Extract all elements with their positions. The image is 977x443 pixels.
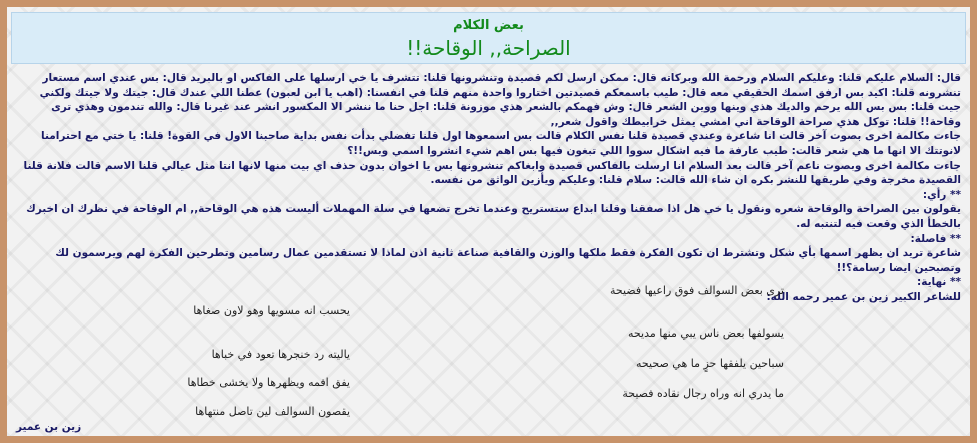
paragraph-dialogue-3: جاءت مكالمة اخرى وبصوت ناعم آخر قالت بعد السلام انا ارسلت بالفاكس قصيدة وابغاكم تنشرونها بس يا اخوان بدون حذف اي بيت منها لانها انتا مثل عيالي قلنا الاسم قالت فلانة قلنا القصيدة مخرجة وفي طريقها للنشر بكره ان شاء الله قالت: سلام قلنا: وعليكم ويأزين الواثق من نفسه.: [23, 159, 961, 187]
article-header: [11, 12, 966, 64]
opinion-heading: ** رأي:: [922, 188, 961, 201]
article-body: [17, 71, 961, 305]
article-title: الصراحة,, الوقاحة!!: [406, 36, 571, 60]
poem-intro: للشاعر الكبير زين بن عمير رحمه الله:: [766, 290, 961, 303]
opinion-text: يقولون بين الصراحة والوقاحة شعره ونقول يا خي هل اذا صفقنا وقلنا ابداع ستستريح وعندما تخرج تضعها في سلة المهملات أليست هذه هي الوقاحة,, ام الوقاحة في نظرك ان اخبرك بالخطأ الذي وقعت فيه لتنتبه له.: [26, 203, 961, 230]
paragraph-dialogue-2: جاءت مكالمة اخرى بصوت آخر قالت انا شاعرة وعندي قصيدة قلنا نفس الكلام قالت بس اسمعوها اول قلنا تفضلي بدأت نفس بداية صاحبنا الاول في القوة! قلنا: يا ختي مع احترامنا لانوتتك الا انها ما هي شعر قالت: طيب عارفة ما فيه اشكال سووا اللي تبغون فيها بس اهم شيء انشروا اسمي وبس!!؟: [41, 130, 961, 157]
poem-line-right-4: ما يدري انه وراه رجال نقاده فصيحة: [622, 387, 784, 400]
paragraph-dialogue-1: قال: السلام عليكم قلنا: وعليكم السلام ورحمة الله وبركاته قال: ممكن ارسل لكم قصيدة وتنشرونها قلنا: تتشرف يا خي ارسلها على الفاكس او بالبريد قال: بس عندي اسم مستعار تنشرونه قلنا: اكيد بس ارفق اسمك الحقيقي معه قال: طيب باسمعكم قصيدتين اختاروا واحدة منهم قلنا في انفسنا: (اهب يا ابن لعبون) عطنا اللي عندك قال: جيتك ولا جيتك ولكني جيت قلنا: بس بس الله يرحم والديك هذي وينها ووين الشعر قال: وش فهمكم بالشعر هذي موزونة قلنا: اجل حنا ما ننشر الا المكسور انشر عند غيرنا قال: والله تندمون وهذي ترى وقاحة!! قلنا: توكل هذي صراحة الوقاحة اني امشي يمثل خرابيطك واقول شعر,,: [39, 72, 961, 128]
comma-heading: ** فاصلة:: [910, 232, 961, 245]
ending-heading: ** نهاية:: [917, 276, 961, 289]
poem-line-left-1: يحسب انه مسويها وهو لاون صغاها: [193, 304, 350, 317]
poem-line-right-1: ترى بعض السوالف فوق راعيها فضيحة: [609, 284, 784, 297]
poet-signature: زين بن عمير: [16, 421, 82, 433]
article-frame: [7, 7, 970, 436]
section-title: بعض الكلام: [453, 18, 524, 33]
poem-line-left-4: يقصون السوالف لين تاصل منتهاها: [195, 405, 350, 418]
poem-line-left-3: يفق افمه ويظهرها ولا يخشى خطاها: [187, 376, 350, 389]
poem-line-left-2: ياليته رد خنجرها تعود في خباها: [211, 348, 350, 361]
poem-line-right-2: يسولفها بعض ناس يبي منها مديحه: [628, 327, 784, 340]
comma-text: شاعرة تريد ان يظهر اسمها بأي شكل وتشترط ان تكون الفكرة فقط ملكها والوزن والقافية صناعة ثانية اذن لماذا لا تستقدمين عمال رسامين وتطرحين الفكرة لهم ويرسمون لك وتصبحين ايضا رسامة؟!!: [55, 247, 961, 274]
poem-line-right-3: سباحين يلفقها حزٍ ما هي صحيحه: [636, 357, 784, 370]
